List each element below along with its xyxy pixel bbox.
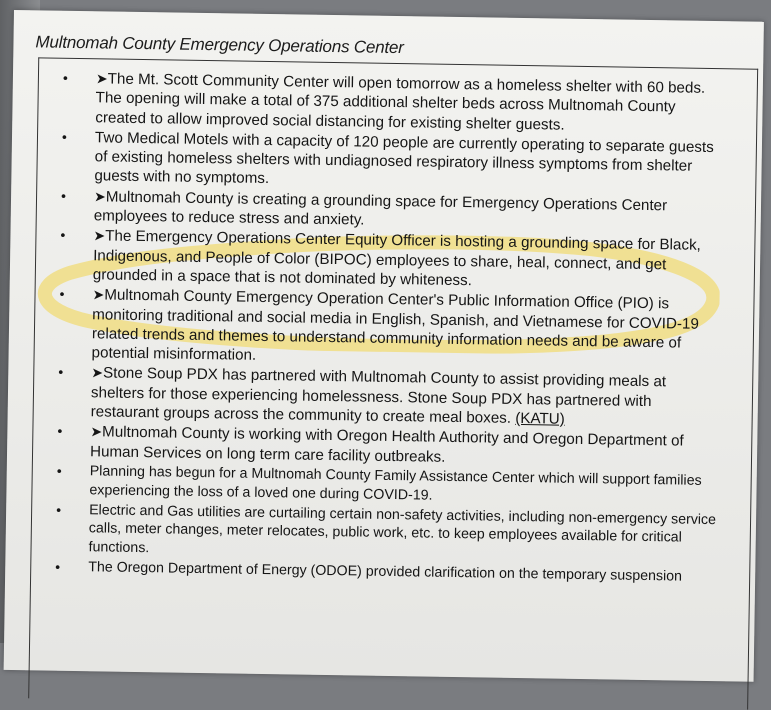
bullet-dot: • (59, 286, 65, 303)
arrow-icon: ➤ (95, 70, 108, 87)
bullet-text: Planning has begun for a Multnomah County Family Assistance Center which will support families experiencing the loss of a loved one during COVID-19. (89, 463, 702, 504)
bullet-dot: • (56, 462, 62, 479)
bullet-dot: • (60, 227, 66, 244)
list-item (60, 226, 723, 294)
bullet-text: Multnomah County is working with Oregon Health Authority and Oregon Department of Human Services on long term care facility outbreaks. (89, 423, 684, 466)
katu-link[interactable]: (KATU) (515, 409, 565, 428)
bullet-dot: • (60, 187, 67, 204)
arrow-icon: ➤ (92, 286, 105, 303)
bullet-dot: • (56, 501, 62, 518)
list-item (61, 128, 724, 196)
arrow-icon: ➤ (93, 188, 106, 205)
bullet-text: Stone Soup PDX has partnered with Multnomah County to assist providing meals at shelters for those experiencing homelessness. Stone Soup PDX has partnered with restaurant groups across the community to create meal boxes. (90, 364, 667, 427)
bullet-text: The Emergency Operations Center Equity Officer is hosting a grounding space for Black, Indigenous, and People of Color (BIPOC) employees to share, heal, connect, and get grounded in a space that is not dominated by whiteness. (92, 227, 701, 290)
list-item (62, 69, 725, 137)
bullet-list (55, 69, 725, 588)
bullet-dot: • (58, 364, 64, 381)
list-item (59, 285, 721, 372)
bullet-text: Electric and Gas utilities are curtailing certain non-safety activities, including non-emergency service calls, meter changes, meter relocates, public work, etc. to keep employees available for critical functions. (88, 501, 717, 557)
bullet-dot: • (62, 69, 68, 86)
list-item (58, 363, 721, 431)
bullet-text: Multnomah County Emergency Operation Center's Public Information Office (PIO) is monitoring traditional and social media in English, Spanish, and Vietnamese for COVID-19 related trends and themes to understand community information needs and be aware of potential misinformation. (91, 286, 700, 365)
bullet-text: Two Medical Motels with a capacity of 120 people are currently operating to separate guests of existing homeless shelters with undiagnosed respiratory illness symptoms from shelter guests with no symptoms. (94, 129, 714, 188)
bullet-text: Multnomah County is creating a grounding space for Emergency Operations Center employees to reduce stress and anxiety. (93, 188, 668, 229)
arrow-icon: ➤ (91, 364, 104, 381)
bullet-dot: • (57, 423, 63, 440)
bullet-dot: • (61, 128, 68, 145)
bullet-text: The Oregon Department of Energy (ODOE) provided clarification on the temporary suspension (88, 559, 683, 585)
arrow-icon: ➤ (93, 227, 106, 244)
bullet-text: The Mt. Scott Community Center will open tomorrow as a homeless shelter with 60 beds. The opening will make a total of 375 additional shelter beds across Multnomah County created to allow improved social distancing for existing shelter guests. (95, 70, 706, 134)
page-title: Multnomah County Emergency Operations Center (35, 32, 404, 58)
list-item (56, 500, 718, 567)
arrow-icon: ➤ (90, 423, 103, 440)
document-page (4, 10, 764, 682)
bullet-dot: • (55, 558, 61, 575)
